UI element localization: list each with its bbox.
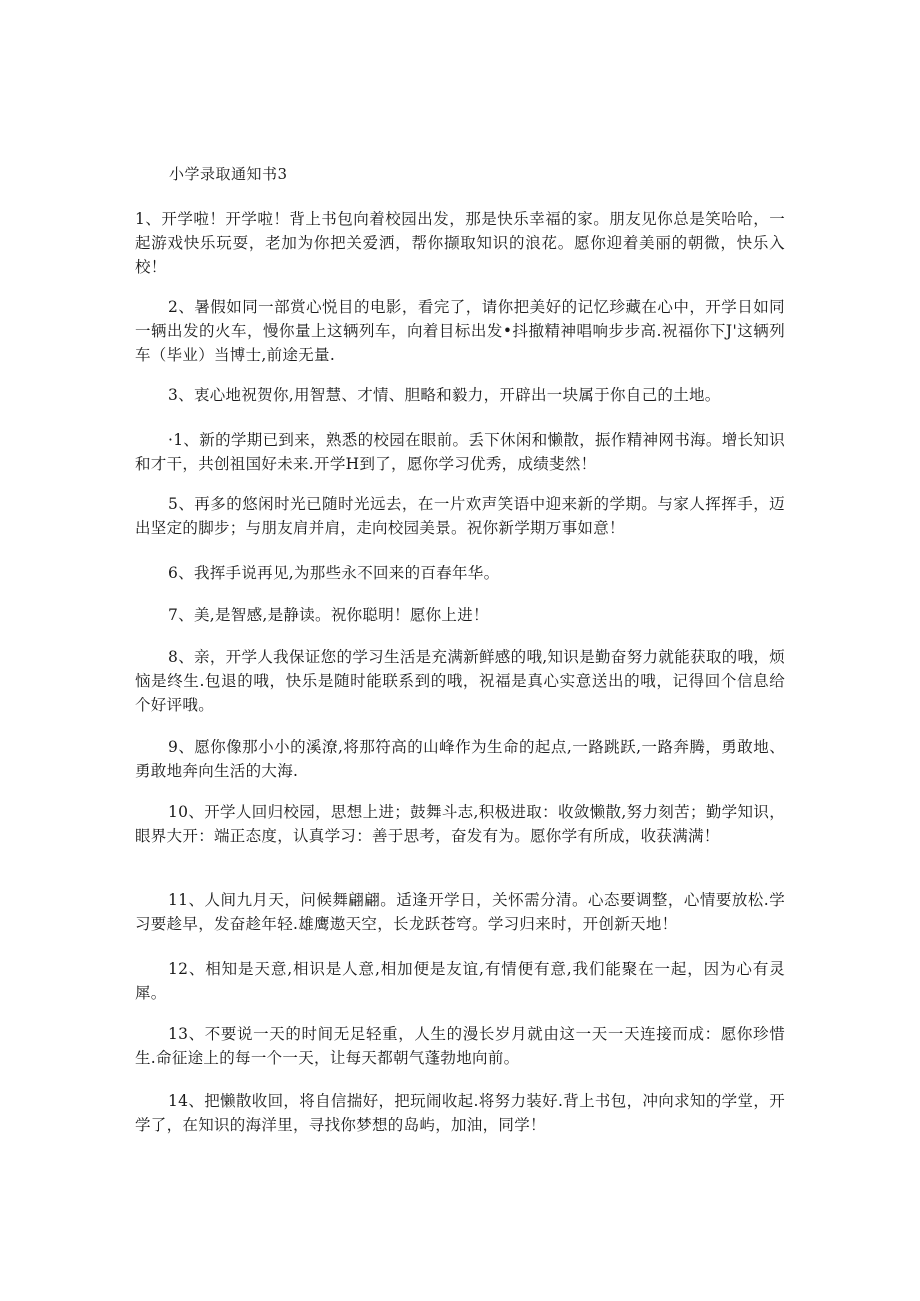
paragraph-8: 8、亲，开学人我保证您的学习生活是充满新鲜感的哦,知识是勤奋努力就能获取的哦，烦恼是终生.包退的哦，快乐是随时能联系到的哦，祝福是真心实意送出的哦，记得回个信息给个好评哦。 (135, 648, 785, 714)
paragraph-9: 9、愿你像那小小的溪潦,将那符高的山峰作为生命的起点,一路跳跃,一路奔腾，勇敢地、勇敢地奔向生活的大海. (135, 738, 785, 780)
paragraph-2: 2、暑假如同一部赏心悦目的电影，看完了，请你把美好的记忆珍藏在心中，开学日如同一辆出发的火车，慢你量上这辆列车，向着目标出发•抖撤精神唱响步步高.祝福你下J'这辆列车（毕业）当博士,前途无量. (135, 298, 785, 364)
paragraph-3: 3、衷心地祝贺你,用智慧、才情、胆略和毅力，开辟出一块属于你自己的土地。 (168, 386, 721, 404)
paragraph-6: 6、我挥手说再见,为那些永不回来的百春年华。 (168, 564, 500, 582)
paragraph-4: ·1、新的学期已到来，熟悉的校园在眼前。丢下休闲和懒散，振作精神网书海。增长知识和才干，共创祖国好未来.开学H到了，愿你学习优秀，成绩斐然！ (135, 431, 785, 473)
paragraph-7: 7、美,是智感,是静读。祝你聪明！愿你上进！ (168, 606, 489, 624)
paragraph-5: 5、再多的悠闲时光已随时光远去，在一片欢声笑语中迎来新的学期。与家人挥挥手，迈出坚定的脚步；与朋友肩并肩，走向校园美景。祝你新学期万事如意！ (135, 495, 785, 537)
paragraph-13: 13、不要说一天的时间无足轻重，人生的漫长岁月就由这一天一天连接而成：愿你珍惜生.命征途上的每一个一天，让每天都朝气蓬勃地向前。 (135, 1025, 785, 1067)
paragraph-1: 1、开学啦！开学啦！背上书包向着校园出发，那是快乐幸福的家。朋友见你总是笑哈哈，一起游戏快乐玩耍，老加为你把关爱洒，帮你撷取知识的浪花。愿你迎着美丽的朝微，快乐入校！ (135, 210, 785, 276)
paragraph-11: 11、人间九月天，问候舞翩翩。适逢开学日，关怀需分清。心态要调整，心情要放松.学习要趁早，发奋趁年轻.雄鹰遨天空，长龙跃苍穹。学习归来时，开创新天地！ (135, 891, 785, 933)
paragraph-14: 14、把懒散收回，将自信揣好，把玩闹收起.将努力装好.背上书包，冲向求知的学堂，开学了，在知识的海洋里，寻找你梦想的岛屿，加油，同学！ (135, 1092, 785, 1134)
paragraph-10: 10、开学人回归校园，思想上进；鼓舞斗志,积极进取：收敛懒散,努力刻苦；勤学知识，眼界大开：端正态度，认真学习：善于思考，奋发有为。愿你学有所成，收获满满！ (135, 803, 785, 845)
paragraph-12: 12、相知是天意,相识是人意,相加便是友谊,有情便有意,我们能聚在一起，因为心有灵犀。 (135, 960, 785, 1002)
document-title: 小学录取通知书3 (169, 165, 288, 183)
